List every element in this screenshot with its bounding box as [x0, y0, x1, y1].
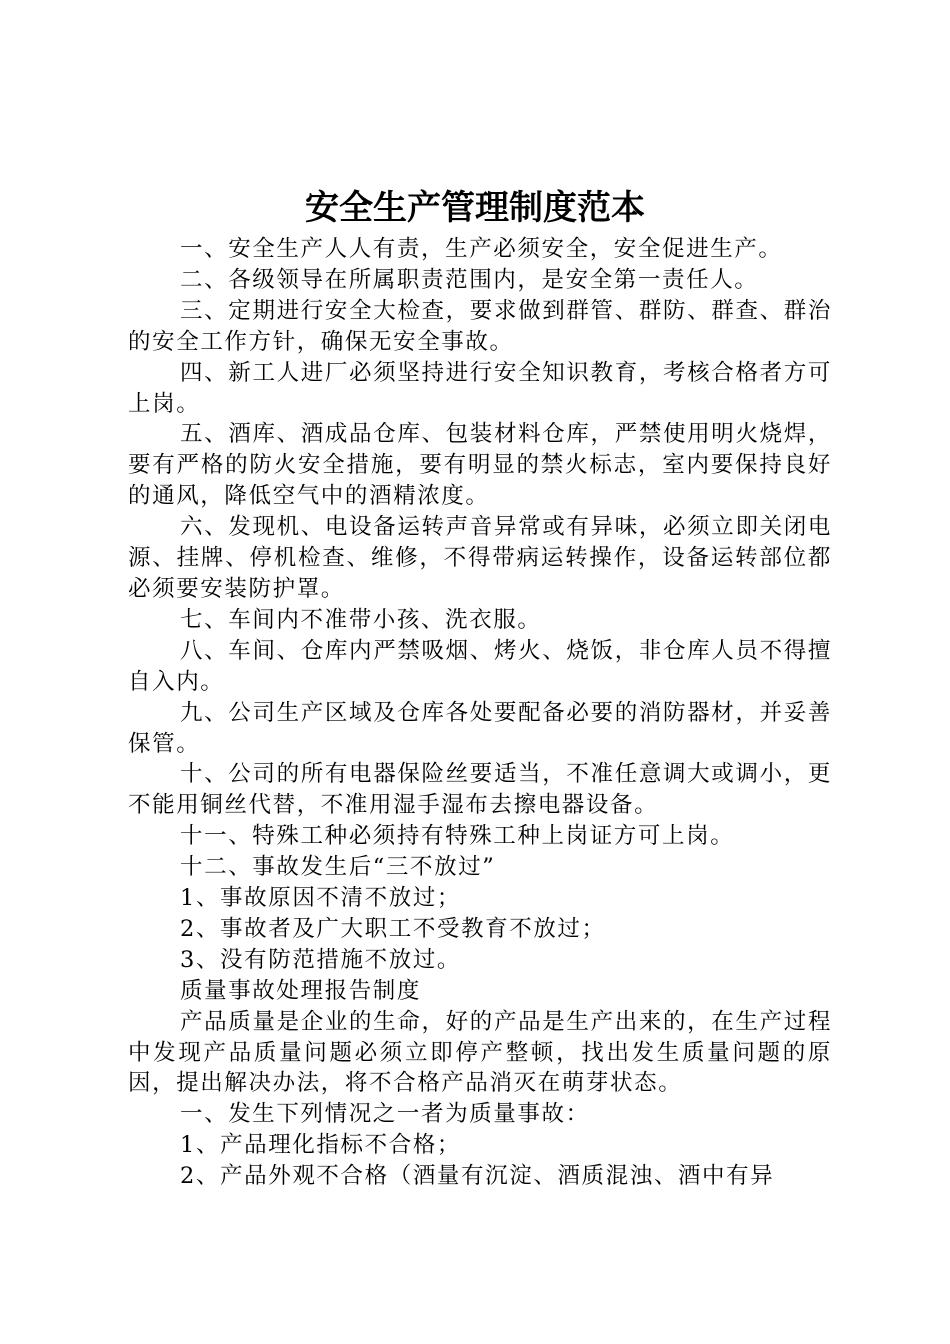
paragraph: 八、车间、仓库内严禁吸烟、烤火、烧饭，非仓库人员不得擅自入内。 — [128, 637, 832, 695]
paragraph: 十二、事故发生后“三不放过” — [180, 854, 496, 881]
paragraph: 二、各级领导在所属职责范围内，是安全第一责任人。 — [180, 266, 759, 293]
paragraph: 三、定期进行安全大检查，要求做到群管、群防、群查、群治的安全工作方针，确保无安全事故。 — [128, 297, 832, 355]
paragraph: 产品质量是企业的生命，好的产品是生产出来的，在生产过程中发现产品质量问题必须立即停产整顿，找出发生质量问题的原因，提出解决办法，将不合格产品消灭在萌芽状态。 — [128, 1008, 832, 1097]
document-body — [128, 234, 832, 1192]
list-item: 2、产品外观不合格（酒量有沉淀、酒质混浊、酒中有异 — [180, 1163, 775, 1190]
paragraph: 九、公司生产区域及仓库各处要配备必要的消防器材，并妥善保管。 — [128, 699, 832, 757]
section-heading: 质量事故处理报告制度 — [180, 977, 422, 1004]
paragraph: 十一、特殊工种必须持有特殊工种上岗证方可上岗。 — [180, 823, 735, 850]
list-item: 3、没有防范措施不放过。 — [180, 946, 462, 973]
paragraph: 六、发现机、电设备运转声音异常或有异味，必须立即关闭电源、挂牌、停机检查、维修，不得带病运转操作，设备运转部位都必须要安装防护罩。 — [128, 514, 832, 602]
paragraph: 十、公司的所有电器保险丝要适当，不准任意调大或调小，更不能用铜丝代替，不准用湿手湿布去擦电器设备。 — [128, 761, 832, 819]
list-item: 1、事故原因不清不放过； — [180, 885, 462, 912]
paragraph: 一、发生下列情况之一者为质量事故： — [180, 1101, 590, 1128]
paragraph: 四、新工人进厂必须坚持进行安全知识教育，考核合格者方可上岗。 — [128, 359, 832, 417]
paragraph: 七、车间内不准带小孩、洗衣服。 — [180, 606, 542, 633]
paragraph: 五、酒库、酒成品仓库、包装材料仓库，严禁使用明火烧焊，要有严格的防火安全措施，要有明显的禁火标志，室内要保持良好的通风，降低空气中的酒精浓度。 — [128, 421, 832, 510]
document-title: 安全生产管理制度范本 — [305, 188, 645, 228]
list-item: 2、事故者及广大职工不受教育不放过； — [180, 915, 606, 942]
list-item: 1、产品理化指标不合格； — [180, 1132, 462, 1159]
paragraph: 一、安全生产人人有责，生产必须安全，安全促进生产。 — [180, 236, 783, 262]
